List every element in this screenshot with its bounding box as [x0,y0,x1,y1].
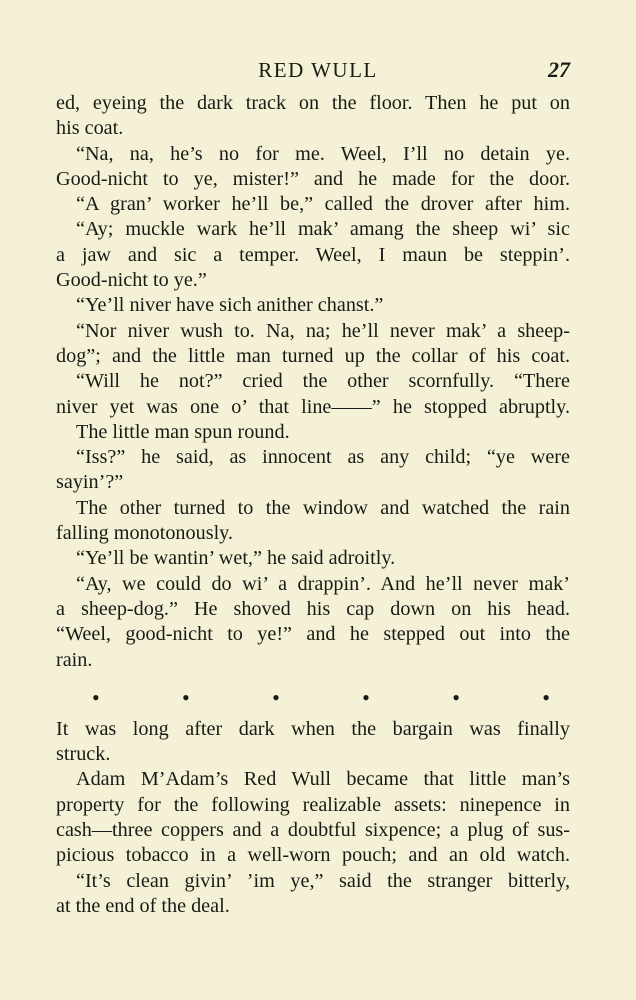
text-line: falling monotonously. [56,522,234,545]
body-text [56,91,570,919]
text-line: The little man spun round. [76,420,290,443]
text-line: picious tobacco in a well-worn pouch; and an old watch. [56,844,570,867]
text-line: niver yet was one o’ that line——” he stopped abruptly. [56,395,570,418]
text-line: “Will he not?” cried the other scornfully. “There [76,370,570,393]
text-line: rain. [56,648,93,671]
text-after-break [56,717,570,919]
section-break-dot: • [542,684,550,710]
text-line: “Iss?” he said, as innocent as any child; “ye were [76,446,570,469]
text-line: a jaw and sic a temper. Weel, I maun be steppin’. [56,243,570,266]
text-line: “Ye’ll niver have sich anither chanst.” [76,294,384,317]
section-break-dot: • [272,684,280,710]
text-line: sayin’?” [56,471,124,494]
running-title: RED WULL [258,58,378,82]
text-line: It was long after dark when the bargain was finally [56,717,570,740]
text-line: struck. [56,743,111,766]
text-before-break [56,91,570,673]
text-line: Good-nicht to ye, mister!” and he made for the door. [56,167,570,190]
text-line: cash—three coppers and a doubtful sixpence; a plug of sus- [56,819,570,842]
section-break-dot: • [92,684,100,710]
text-line: “Ye’ll be wantin’ wet,” he said adroitly. [76,547,396,570]
text-line: a sheep-dog.” He shoved his cap down on his head. [56,597,570,620]
text-line: “It’s clean givin’ ’im ye,” said the stranger bitterly, [76,869,570,892]
text-line: his coat. [56,117,124,140]
text-line: Adam M’Adam’s Red Wull became that little man’s [76,768,570,791]
text-line: ed, eyeing the dark track on the floor. Then he put on [56,92,570,114]
section-break-dot: • [452,684,460,710]
section-break [56,685,570,710]
text-line: “A gran’ worker he’ll be,” called the drover after him. [76,193,570,216]
section-break-dot: • [182,684,190,710]
text-line: at the end of the deal. [56,894,230,917]
text-line: Good-nicht to ye.” [56,269,207,292]
text-line: “Nor niver wush to. Na, na; he’ll never mak’ a sheep- [76,319,570,342]
running-head [0,55,636,85]
page-number: 27 [548,57,570,82]
text-line: “Na, na, he’s no for me. Weel, I’ll no detain ye. [76,142,570,165]
text-line: “Weel, good-nicht to ye!” and he stepped out into the [56,623,570,646]
text-line: “Ay; muckle wark he’ll mak’ amang the sheep wi’ sic [76,218,570,241]
text-line: property for the following realizable assets: ninepence in [56,793,570,816]
text-line: dog”; and the little man turned up the collar of his coat. [56,344,570,367]
text-line: The other turned to the window and watched the rain [76,496,570,519]
section-break-dot: • [362,684,370,710]
text-line: “Ay, we could do wi’ a drappin’. And he’ll never mak’ [76,572,570,595]
